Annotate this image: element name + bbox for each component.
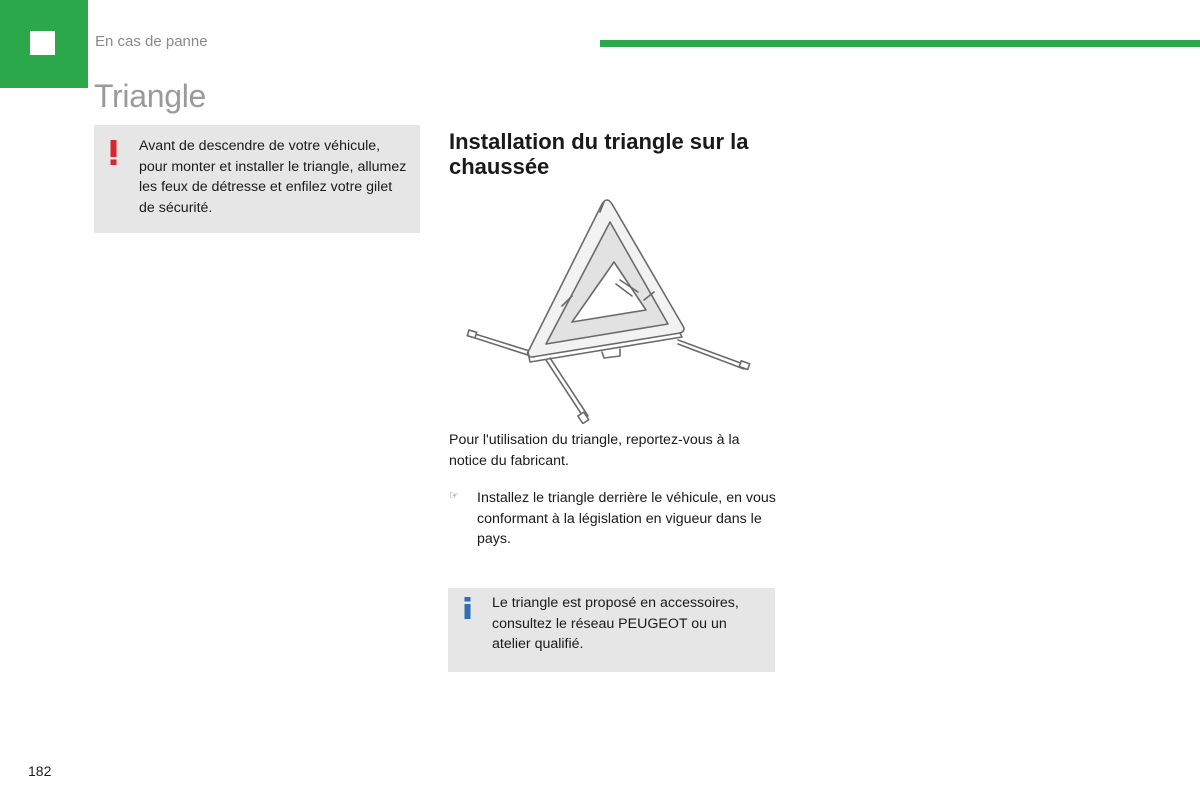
info-icon — [464, 597, 471, 619]
section-label: En cas de panne — [95, 33, 208, 50]
usage-paragraph: Pour l'utilisation du triangle, reportez-vous à la notice du fabricant. — [449, 432, 740, 469]
exclamation-icon — [110, 140, 117, 165]
page-title: Triangle — [94, 78, 207, 114]
page-number: 182 — [28, 763, 52, 779]
info-box — [448, 588, 775, 672]
pointing-hand-icon: ☞ — [449, 490, 459, 502]
installation-bullet: Installez le triangle derrière le véhicule, en vous conformant à la législation en vigueur dans le pays. — [477, 490, 776, 547]
warning-box — [94, 125, 420, 233]
corner-square-icon — [30, 31, 55, 55]
warning-triangle-illustration — [464, 192, 754, 424]
corner-tab — [0, 0, 88, 88]
warning-text: Avant de descendre de votre véhicule, pour monter et installer le triangle, allumez les feux de détresse et enfilez votre gilet de sécurité. — [139, 138, 407, 216]
section-heading: Installation du triangle sur la chaussée — [449, 129, 749, 179]
header-rule — [600, 40, 1200, 47]
info-text: Le triangle est proposé en accessoires, consultez le réseau PEUGEOT ou un atelier qualifié. — [492, 595, 739, 652]
